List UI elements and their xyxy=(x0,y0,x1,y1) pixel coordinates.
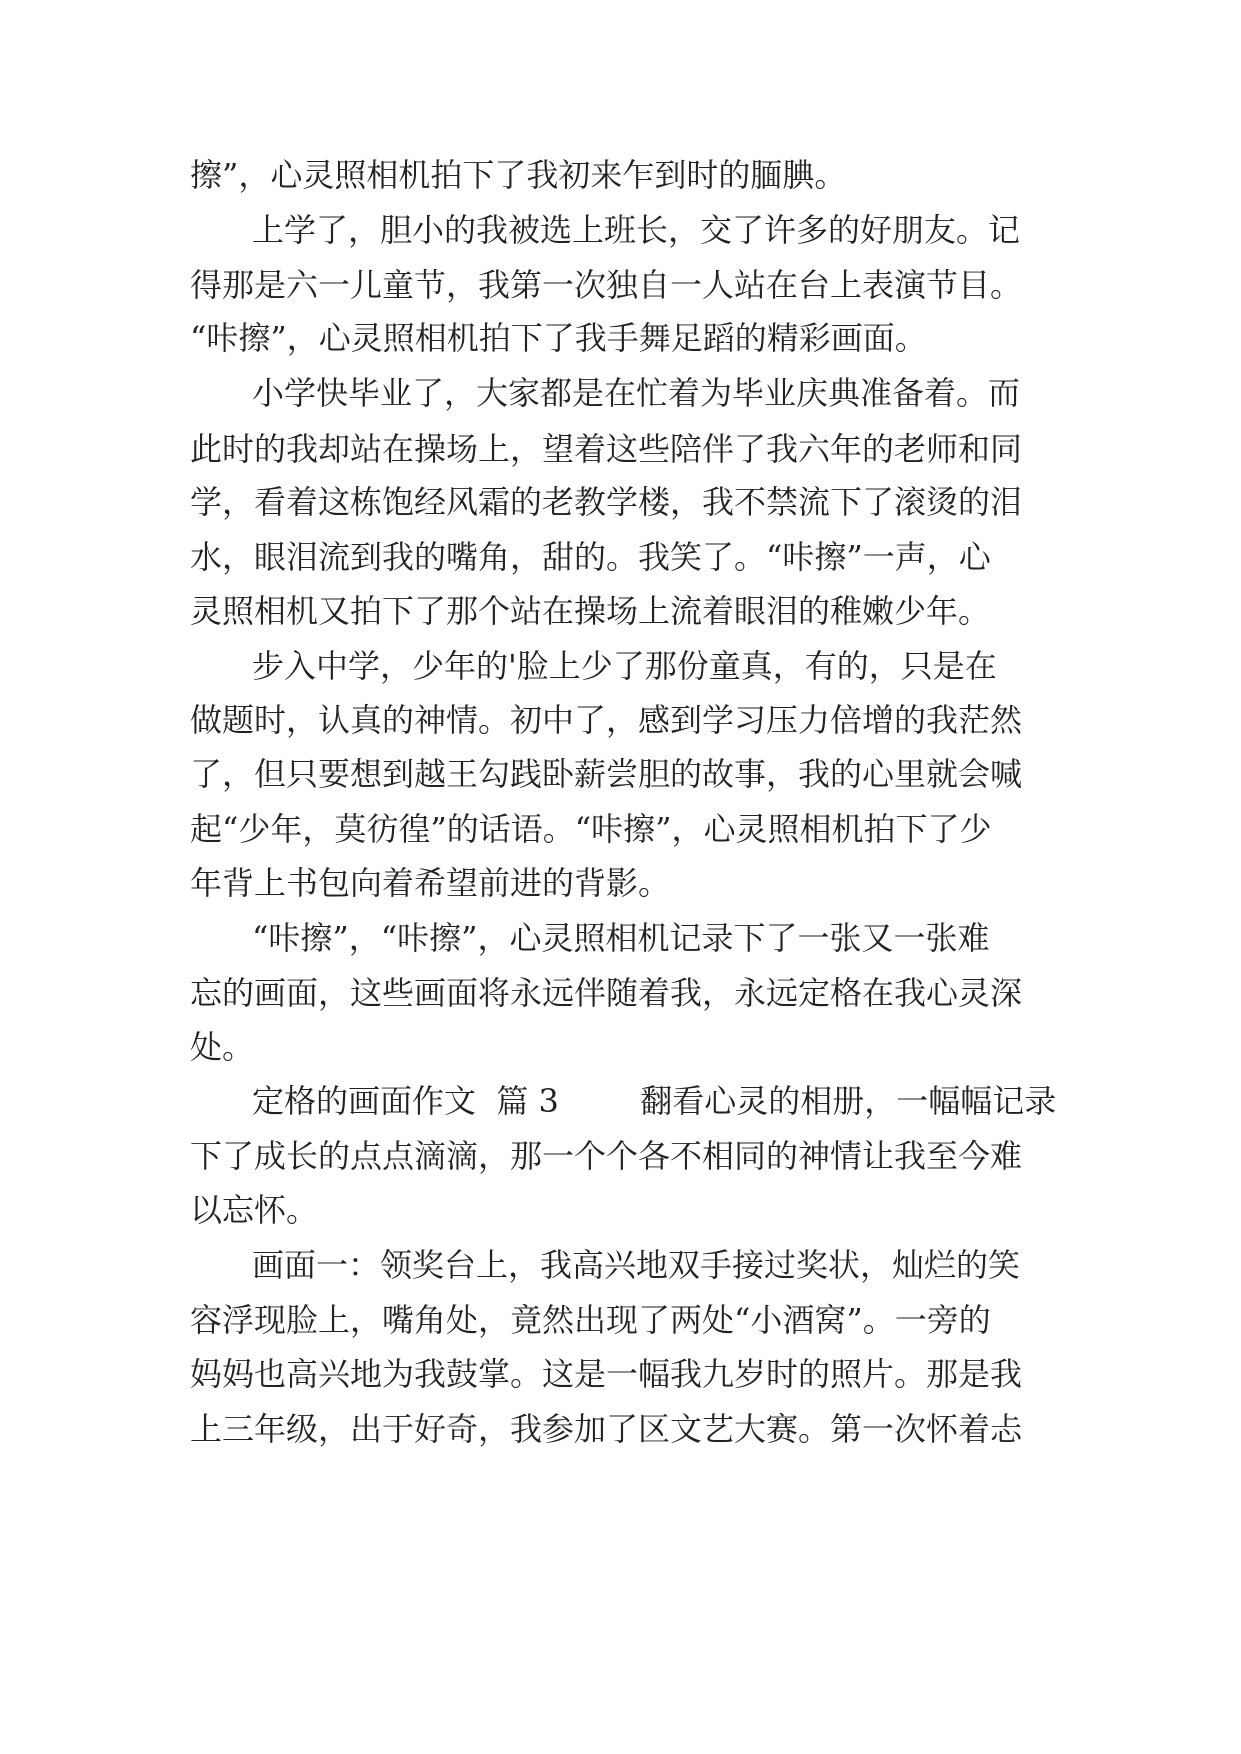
text-line: 起“少年，莫彷徨”的话语。“咔擦”，心灵照相机拍下了少 xyxy=(190,810,992,848)
text-line: 忘的画面，这些画面将永远伴随着我，永远定格在我心灵深 xyxy=(190,974,1023,1012)
paragraph-start-line: 步入中学，少年的'脸上少了那份童真，有的，只是在 xyxy=(252,647,997,685)
text-line: 做题时，认真的神情。初中了，感到学习压力倍增的我茫然 xyxy=(190,701,1023,739)
text-line: “咔擦”，心灵照相机拍下了我手舞足蹈的精彩画面。 xyxy=(190,319,927,357)
paragraph-start-line: 画面一：领奖台上，我高兴地双手接过奖状，灿烂的笑 xyxy=(252,1246,1021,1284)
text-line: 水，眼泪流到我的嘴角，甜的。我笑了。“咔擦”一声，心 xyxy=(190,538,991,576)
text-line: 年背上书包向着希望前进的背影。 xyxy=(190,864,671,902)
paragraph-start-line: 小学快毕业了，大家都是在忙着为毕业庆典准备着。而 xyxy=(252,374,1021,412)
text-line: 学，看着这栋饱经风霜的老教学楼，我不禁流下了滚烫的泪 xyxy=(190,483,1023,521)
text-line: 擦”，心灵照相机拍下了我初来乍到时的腼腆。 xyxy=(190,156,847,194)
text-line: 处。 xyxy=(190,1028,255,1066)
text-line: 上三年级，出于好奇，我参加了区文艺大赛。第一次怀着忐 xyxy=(190,1410,1023,1448)
text-line: 以忘怀。 xyxy=(190,1191,319,1229)
text-line: 容浮现脸上，嘴角处，竟然出现了两处“小酒窝”。一旁的 xyxy=(190,1301,991,1339)
text-line: 灵照相机又拍下了那个站在操场上流着眼泪的稚嫩少年。 xyxy=(190,592,991,630)
paragraph-start-line: 上学了，胆小的我被选上班长，交了许多的好朋友。记 xyxy=(252,211,1021,249)
text-line: 得那是六一儿童节，我第一次独自一人站在台上表演节目。 xyxy=(190,266,1023,304)
text-line: 了，但只要想到越王勾践卧薪尝胆的故事，我的心里就会喊 xyxy=(190,755,1023,793)
text-line: 下了成长的点点滴滴，那一个个各不相同的神情让我至今难 xyxy=(190,1137,1023,1175)
paragraph-start-line: “咔擦”，“咔擦”，心灵照相机记录下了一张又一张难 xyxy=(252,919,990,957)
section-heading-line: 定格的画面作文 篇 3 翻看心灵的相册，一幅幅记录 xyxy=(252,1082,1057,1120)
text-line: 此时的我却站在操场上，望着这些陪伴了我六年的老师和同 xyxy=(190,430,1023,468)
text-line: 妈妈也高兴地为我鼓掌。这是一幅我九岁时的照片。那是我 xyxy=(190,1355,1023,1393)
